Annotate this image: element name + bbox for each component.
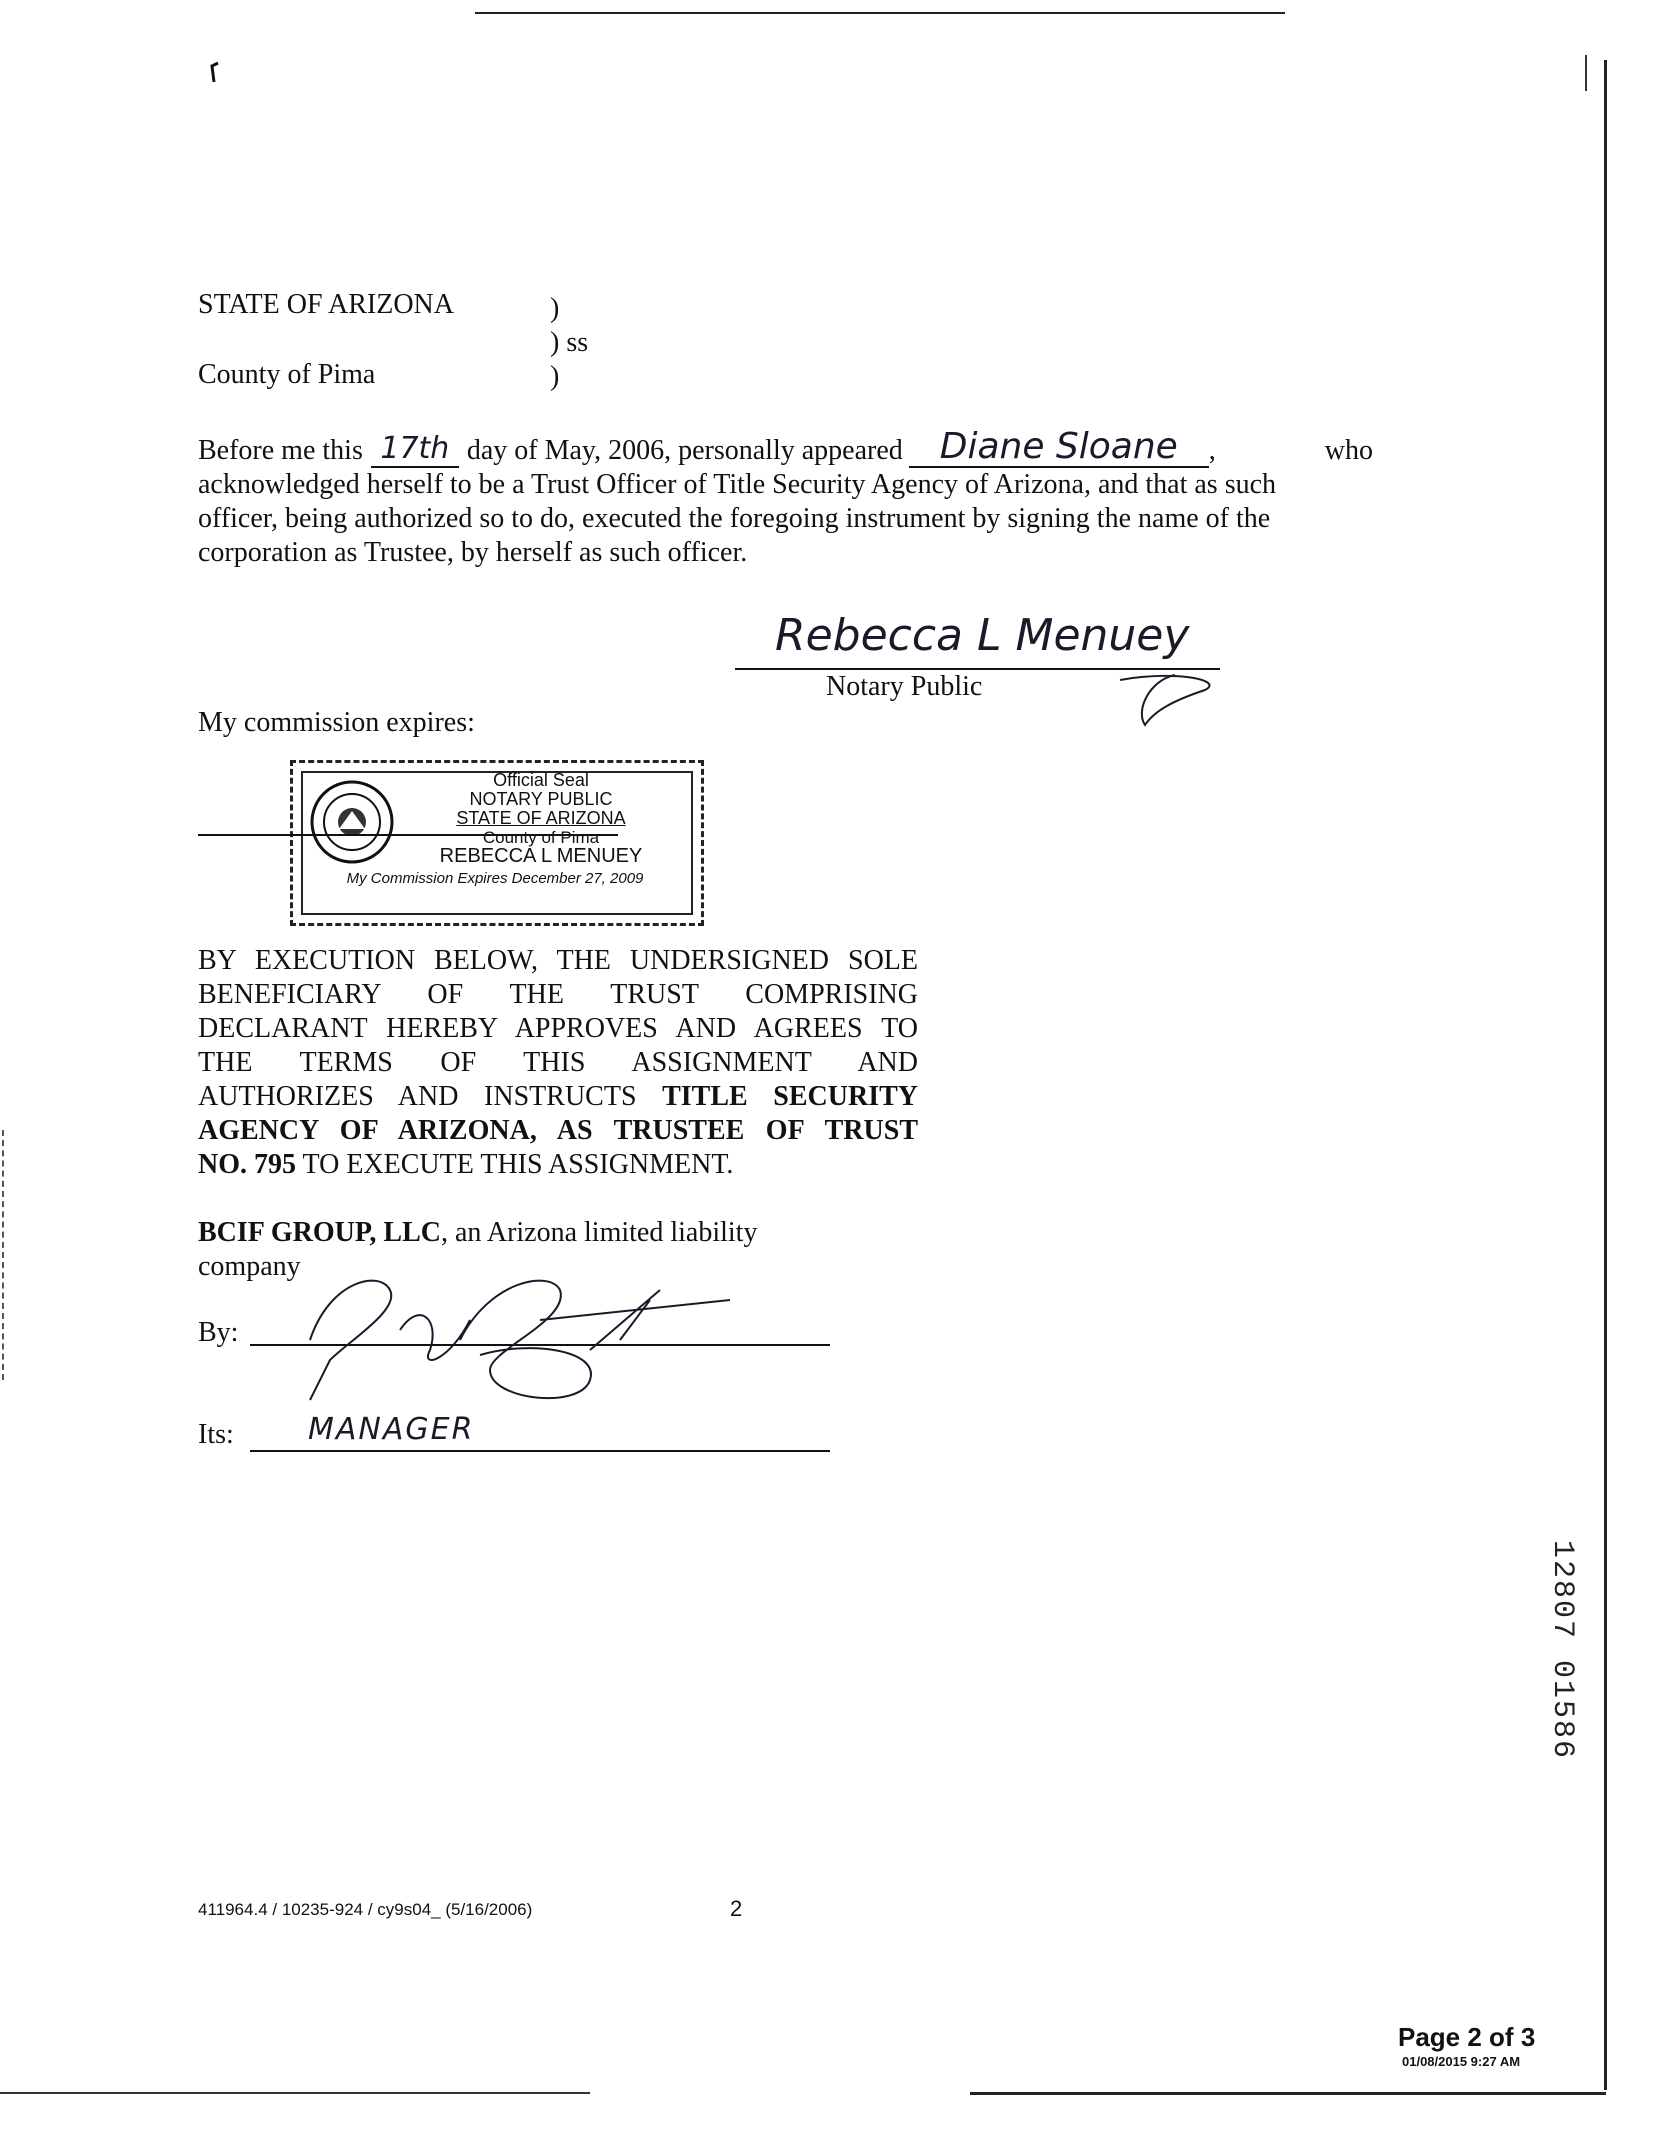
bottom-border-line-left	[0, 2092, 590, 2094]
state-label: STATE OF ARIZONA	[198, 289, 454, 320]
exec-line-7	[198, 1148, 918, 1182]
seal-line-1: Official Seal	[493, 770, 589, 790]
exec-line-1: BY EXECUTION BELOW, THE UNDERSIGNED SOLE	[198, 945, 918, 976]
acknowledgment-paragraph	[198, 428, 1373, 570]
notary-public-label: Notary Public	[826, 671, 983, 702]
manager-signature	[290, 1260, 750, 1420]
exec-line-5a: AUTHORIZES AND INSTRUCTS	[198, 1081, 663, 1112]
exec-line-7a: NO. 795	[198, 1149, 296, 1180]
ack-line-4: corporation as Trustee, by herself as such officer.	[198, 537, 748, 568]
right-border-line	[1604, 60, 1607, 2090]
corner-mark	[1585, 55, 1587, 91]
its-label: Its:	[198, 1419, 234, 1450]
notary-signature: Rebecca L Menuey	[775, 610, 1190, 661]
recording-number-stamp: 12807 01586	[1545, 1540, 1579, 1761]
its-line	[250, 1450, 830, 1452]
top-border-line	[475, 12, 1285, 14]
page-number: 2	[730, 1896, 743, 1921]
exec-line-5	[198, 1080, 918, 1114]
exec-line-3: DECLARANT HEREBY APPROVES AND AGREES TO	[198, 1013, 918, 1044]
document-reference: 411964.4 / 10235-924 / cy9s04_ (5/16/2006)	[198, 1900, 533, 1919]
ack-who: who	[1324, 435, 1373, 466]
scan-mark	[208, 60, 220, 82]
its-handwritten: MANAGER	[308, 1412, 475, 1447]
company-desc: , an Arizona limited liability	[440, 1217, 758, 1248]
day-handwritten: 17th	[371, 432, 459, 468]
exec-line-7b: TO EXECUTE THIS ASSIGNMENT.	[296, 1149, 734, 1180]
company-line-2: company	[198, 1251, 301, 1282]
exec-line-6: AGENCY OF ARIZONA, AS TRUSTEE OF TRUST	[198, 1115, 918, 1146]
seal-line-5: REBECCA L MENUEY	[439, 845, 643, 867]
seal-line-4: County of Pima	[482, 828, 600, 847]
exec-line-4: THE TERMS OF THIS ASSIGNMENT AND	[198, 1047, 918, 1078]
bottom-border-line-right	[970, 2092, 1606, 2095]
paren-3: )	[550, 361, 560, 392]
signature-flourish	[1115, 630, 1225, 730]
exec-line-2: BENEFICIARY OF THE TRUST COMPRISING	[198, 979, 918, 1010]
ack-line-1	[198, 428, 1373, 468]
ack-line-2: acknowledged herself to be a Trust Officer of Title Security Agency of Arizona, and that as such	[198, 469, 1277, 500]
by-label: By:	[198, 1317, 239, 1348]
ack-comma: ,	[1208, 435, 1216, 466]
name-handwritten: Diane Sloane	[909, 428, 1209, 468]
ack-line-3: officer, being authorized so to do, executed the foregoing instrument by signing the name of the	[198, 503, 1271, 534]
paren-ss: ) ss	[550, 327, 589, 358]
seal-line-6: My Commission Expires December 27, 2009	[346, 870, 644, 887]
state-seal-icon	[309, 779, 395, 865]
commission-label: My commission expires:	[198, 707, 475, 738]
seal-line-2: NOTARY PUBLIC	[469, 789, 613, 809]
notary-seal-stamp	[290, 760, 704, 926]
commission-expiry-line	[198, 834, 618, 836]
seal-line-3: STATE OF ARIZONA	[456, 808, 626, 828]
exec-line-5b: TITLE SECURITY	[662, 1081, 918, 1112]
company-line-1	[198, 1216, 757, 1250]
ack-middle: day of May, 2006, personally appeared	[466, 435, 903, 466]
fax-timestamp: 01/08/2015 9:27 AM	[1402, 2054, 1521, 2069]
ack-before: Before me this	[198, 435, 363, 466]
county-label: County of Pima	[198, 359, 376, 390]
left-edge-marks	[2, 1130, 4, 1380]
page-of-total: Page 2 of 3	[1398, 2022, 1536, 2052]
paren-1: )	[550, 293, 560, 324]
company-name: BCIF GROUP, LLC	[198, 1217, 441, 1248]
execution-paragraph	[198, 944, 918, 1182]
